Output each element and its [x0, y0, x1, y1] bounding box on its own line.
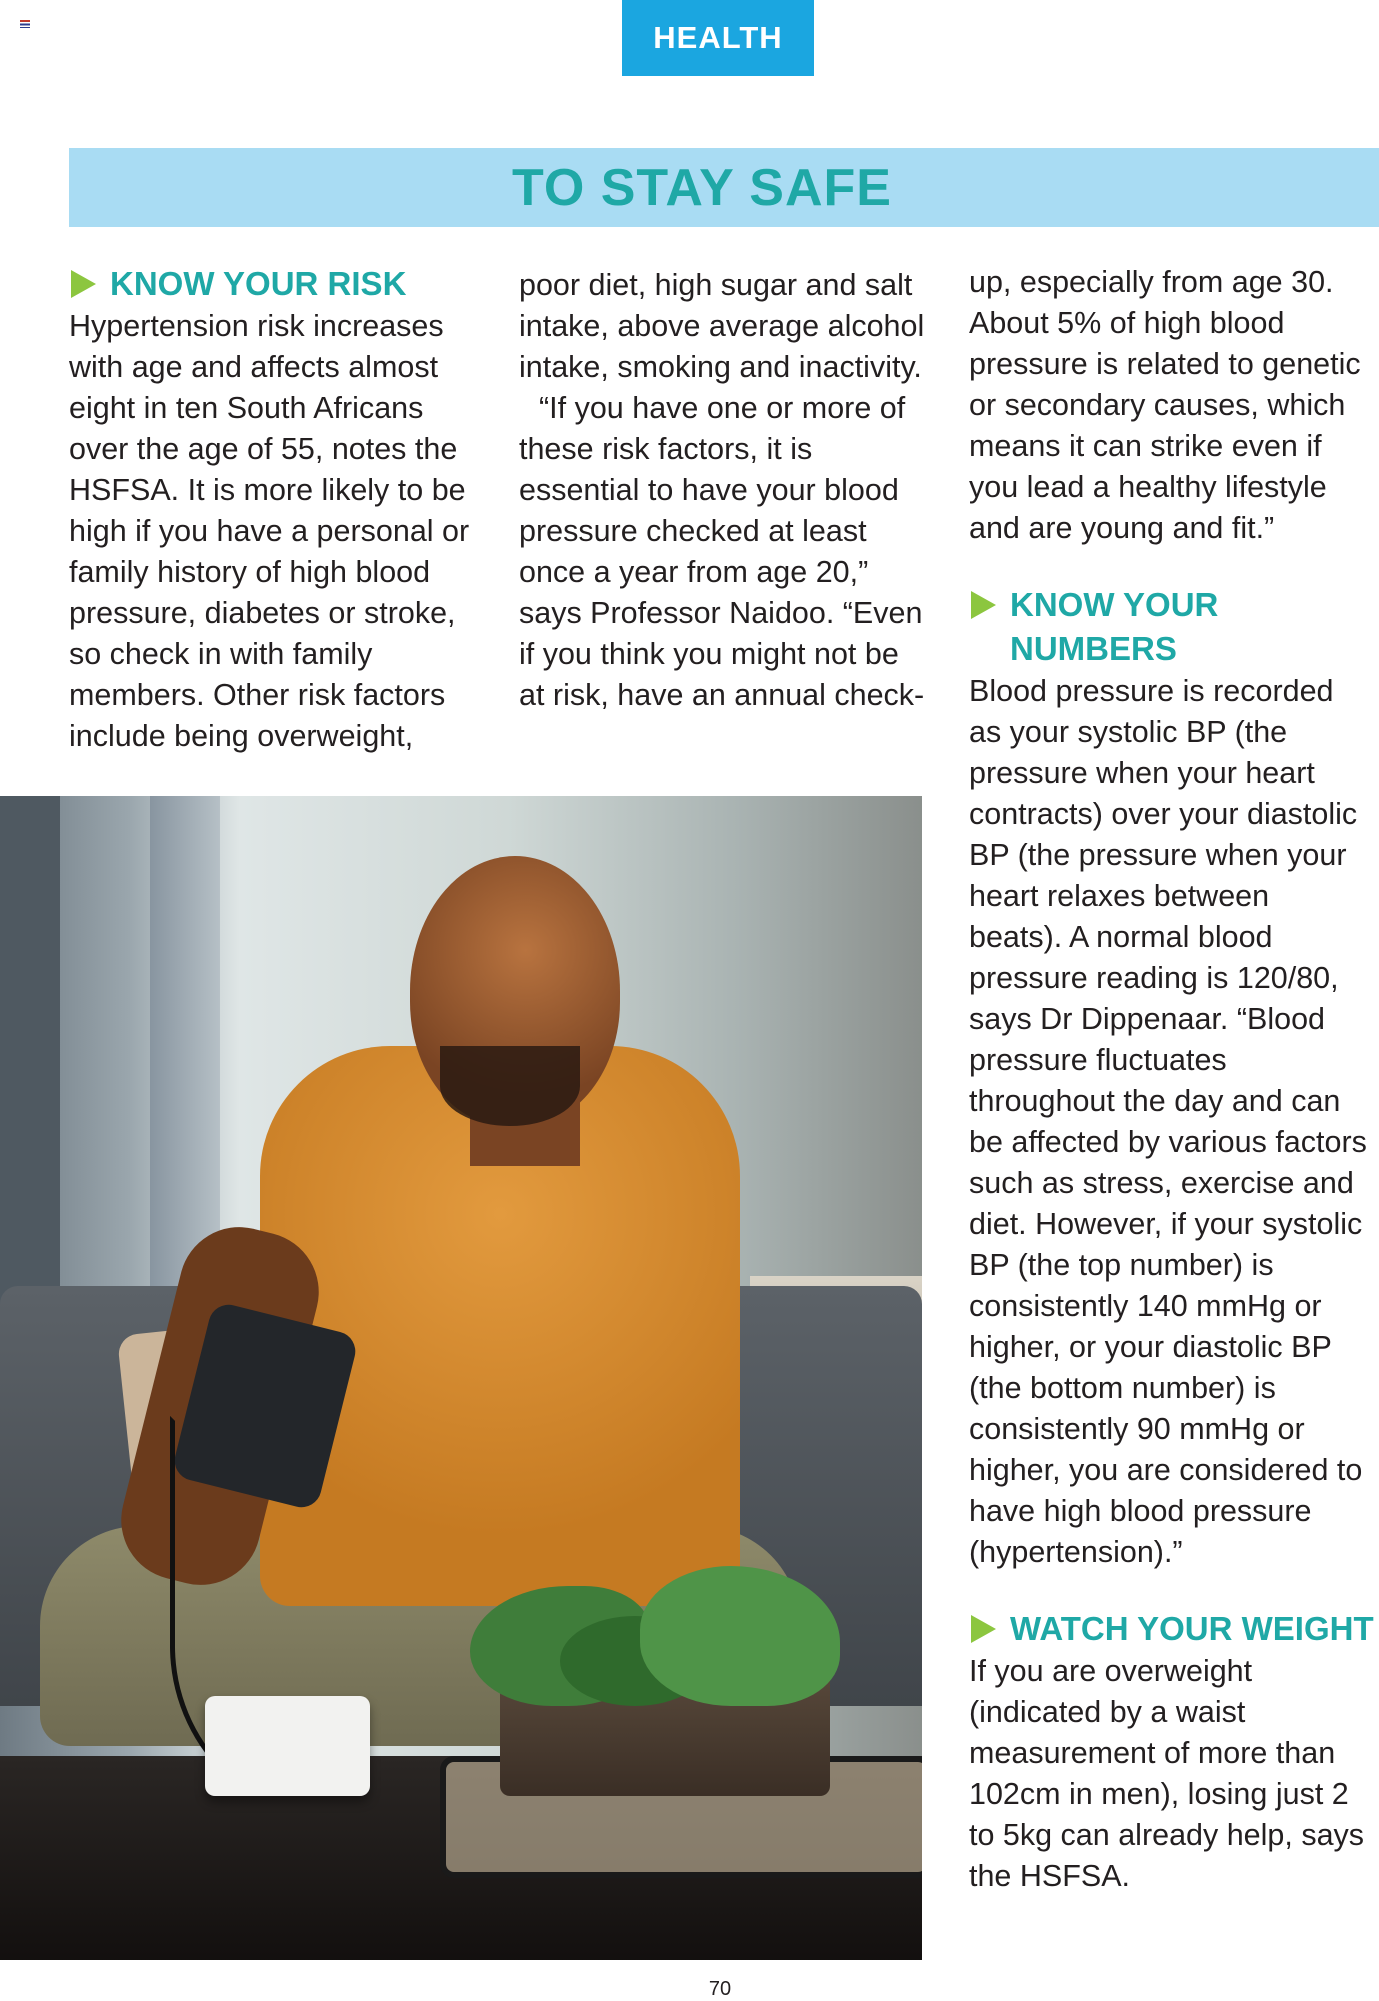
corner-mark [20, 20, 30, 28]
body-paragraph: poor diet, high sugar and salt intake, above average alcohol intake, smoking and inactivity. [519, 268, 925, 384]
heading-label: WATCH YOUR WEIGHT [1010, 1610, 1374, 1647]
heading-label: KNOW YOUR NUMBERS [1010, 586, 1219, 667]
page-number: 70 [708, 1978, 732, 2000]
photo-man-checking-blood-pressure [0, 796, 922, 1960]
body-paragraph: “If you have one or more of these risk factors, it is essential to have your blood pressure checked at least once a year from age 20,” says Professor Naidoo. “Even if you think you might not be at risk, have an annual check- [519, 391, 925, 712]
body-paragraph: If you are overweight (indicated by a waist measurement of more than 102cm in men), losing just 2 to 5kg can already help, says the HSFSA. [969, 1654, 1365, 1893]
heading-know-your-numbers [969, 583, 1369, 671]
section-tab-label: HEALTH [653, 20, 783, 55]
body-paragraph: Hypertension risk increases with age and affects almost eight in ten South Africans over the age of 55, notes the HSFSA. It is more likely to be high if you have a personal or family history of high blood pressure, diabetes or stroke, so check in with family members. Other risk factors include being overweight, [69, 309, 470, 753]
heading-watch-your-weight [969, 1607, 1374, 1651]
column-2 [519, 265, 929, 716]
column-1 [69, 262, 479, 757]
heading-label: KNOW YOUR RISK [110, 265, 407, 302]
play-triangle-icon [971, 591, 996, 619]
section-tab [622, 0, 814, 76]
play-triangle-icon [71, 270, 96, 298]
banner [69, 148, 1379, 227]
banner-title: TO STAY SAFE [512, 158, 892, 217]
heading-know-your-risk [69, 262, 479, 306]
play-triangle-icon [971, 1615, 996, 1643]
blood-pressure-monitor [205, 1696, 370, 1796]
body-paragraph: Blood pressure is recorded as your systolic BP (the pressure when your heart contracts) over your diastolic BP (the pressure when your heart relaxes between beats). A normal blood pressure reading is 120/80, says Dr Dippenaar. “Blood pressure fluctuates throughout the day and can be affected by various factors such as stress, exercise and diet. However, if your systolic BP (the top number) is consistently 140 mmHg or higher, or your diastolic BP (the bottom number) is consistently 90 mmHg or higher, you are considered to have high blood pressure (hypertension).” [969, 674, 1367, 1569]
body-paragraph: up, especially from age 30. About 5% of high blood pressure is related to genetic or secondary causes, which means it can strike even if you lead a healthy lifestyle and are young and fit.” [969, 265, 1361, 545]
column-3 [969, 262, 1374, 1897]
